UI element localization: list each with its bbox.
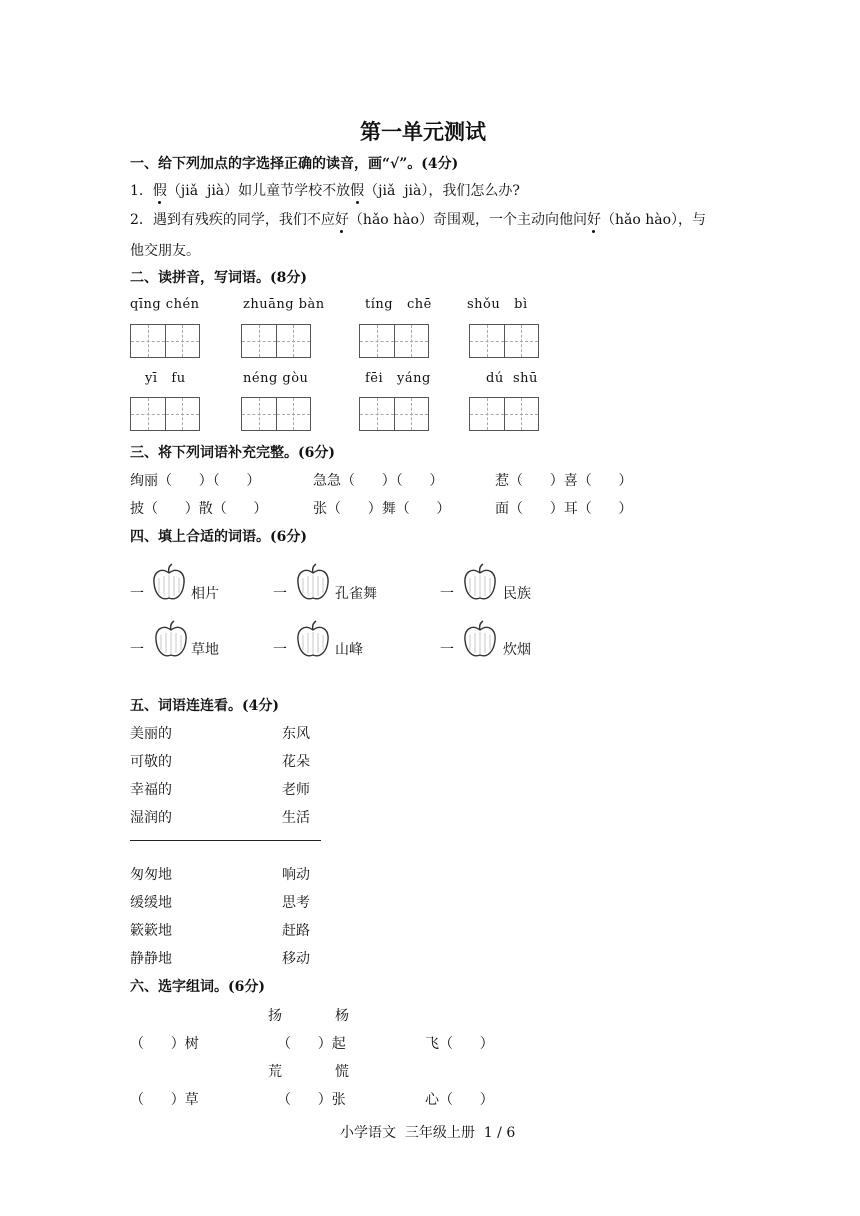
word-blank: （ ）张 (277, 1092, 346, 1108)
match-left-word[interactable]: 簌簌地 (130, 923, 172, 939)
pinyin: fēi yáng (365, 371, 431, 386)
pinyin: zhuāng bàn (243, 297, 325, 312)
q2-text-a: 2．遇到有残疾的同学，我们不应 (130, 212, 335, 228)
measure-word-yi: 一 (273, 586, 287, 602)
match-left-word[interactable]: 可敬的 (130, 754, 172, 770)
writing-grid[interactable] (469, 324, 539, 358)
s1-question-2-continued: 他交朋友。 (130, 243, 200, 259)
fill-blank: 急急（ ）（ ） (313, 473, 444, 489)
section-5-heading: 五、词语连连看。(4分) (130, 698, 279, 714)
pinyin: dú shū (486, 371, 538, 386)
match-right-word[interactable]: 移动 (282, 951, 310, 967)
apple-blank-icon[interactable] (295, 563, 331, 603)
section-1-heading: 一、给下列加点的字选择正确的读音，画“√”。(4分) (130, 156, 459, 172)
writing-grid[interactable] (359, 324, 429, 358)
section-6-heading: 六、选字组词。(6分) (130, 979, 265, 995)
pinyin: tíng chē (365, 297, 432, 312)
fill-blank: 绚丽（ ）（ ） (130, 473, 261, 489)
q2-dotted-char-1: 好 (335, 209, 349, 229)
word-blank: （ ）起 (277, 1036, 346, 1052)
page-title: 第一单元测试 (360, 119, 486, 144)
section-4-heading: 四、填上合适的词语。(6分) (130, 529, 307, 545)
choice-char: 荒 (268, 1064, 282, 1080)
word-blank: 飞（ ） (425, 1036, 494, 1052)
choice-char: 杨 (335, 1008, 349, 1024)
noun: 山峰 (335, 642, 363, 658)
q1-dotted-char-2: 假 (350, 180, 364, 200)
apple-blank-icon[interactable] (295, 620, 331, 660)
match-left-word[interactable]: 美丽的 (130, 726, 172, 742)
match-right-word[interactable]: 花朵 (282, 754, 310, 770)
noun: 炊烟 (503, 642, 531, 658)
writing-grid[interactable] (359, 397, 429, 431)
fill-blank: 张（ ）舞（ ） (313, 501, 451, 517)
match-right-word[interactable]: 思考 (282, 895, 310, 911)
page-footer: 小学语文 三年级上册 1 / 6 (340, 1125, 516, 1141)
match-right-word[interactable]: 赶路 (282, 923, 310, 939)
match-left-word[interactable]: 幸福的 (130, 782, 172, 798)
section-2-heading: 二、读拼音，写词语。(8分) (130, 270, 307, 286)
noun: 草地 (191, 642, 219, 658)
q2-text-b: （hǎo hào）奇围观，一个主动向他问 (348, 212, 587, 228)
q1-number: 1． (130, 183, 153, 199)
measure-word-yi: 一 (440, 586, 454, 602)
choice-char: 扬 (268, 1008, 282, 1024)
pinyin: qīng chén (130, 297, 200, 312)
word-blank: （ ）树 (130, 1036, 199, 1052)
apple-blank-icon[interactable] (462, 620, 498, 660)
writing-grid[interactable] (241, 397, 311, 431)
writing-grid[interactable] (241, 324, 311, 358)
match-right-word[interactable]: 老师 (282, 782, 310, 798)
pinyin: néng gòu (243, 371, 309, 386)
q1-text-b: （jiǎ jià）如儿童节学校不放 (166, 183, 351, 199)
noun: 孔雀舞 (335, 586, 377, 602)
section-3-heading: 三、将下列词语补充完整。(6分) (130, 445, 335, 461)
choice-char: 慌 (335, 1064, 349, 1080)
match-right-word[interactable]: 生活 (282, 810, 310, 826)
s1-question-2 (130, 209, 706, 229)
measure-word-yi: 一 (130, 586, 144, 602)
q1-dotted-char-1: 假 (153, 180, 167, 200)
match-right-word[interactable]: 东风 (282, 726, 310, 742)
noun: 相片 (191, 586, 219, 602)
noun: 民族 (503, 586, 531, 602)
match-left-word[interactable]: 静静地 (130, 951, 172, 967)
match-left-word[interactable]: 匆匆地 (130, 867, 172, 883)
fill-blank: 惹（ ）喜（ ） (495, 473, 633, 489)
fill-blank: 披（ ）散（ ） (130, 501, 268, 517)
s1-question-1 (130, 180, 520, 200)
apple-blank-icon[interactable] (153, 620, 189, 660)
word-blank: 心（ ） (425, 1092, 494, 1108)
fill-blank: 面（ ）耳（ ） (495, 501, 633, 517)
pinyin: yī fu (145, 371, 186, 386)
writing-grid[interactable] (130, 324, 200, 358)
writing-grid[interactable] (469, 397, 539, 431)
match-left-word[interactable]: 缓缓地 (130, 895, 172, 911)
pinyin: shǒu bì (467, 297, 528, 312)
measure-word-yi: 一 (273, 642, 287, 658)
group-divider (130, 840, 321, 841)
match-left-word[interactable]: 湿润的 (130, 810, 172, 826)
word-blank: （ ）草 (130, 1092, 199, 1108)
apple-blank-icon[interactable] (151, 563, 187, 603)
match-right-word[interactable]: 响动 (282, 867, 310, 883)
measure-word-yi: 一 (130, 642, 144, 658)
q2-dotted-char-2: 好 (587, 209, 601, 229)
writing-grid[interactable] (130, 397, 200, 431)
q2-text-d: （hǎo hào），与 (600, 212, 707, 228)
measure-word-yi: 一 (440, 642, 454, 658)
apple-blank-icon[interactable] (462, 563, 498, 603)
q1-text-d: （jiǎ jià），我们怎么办? (364, 183, 520, 199)
